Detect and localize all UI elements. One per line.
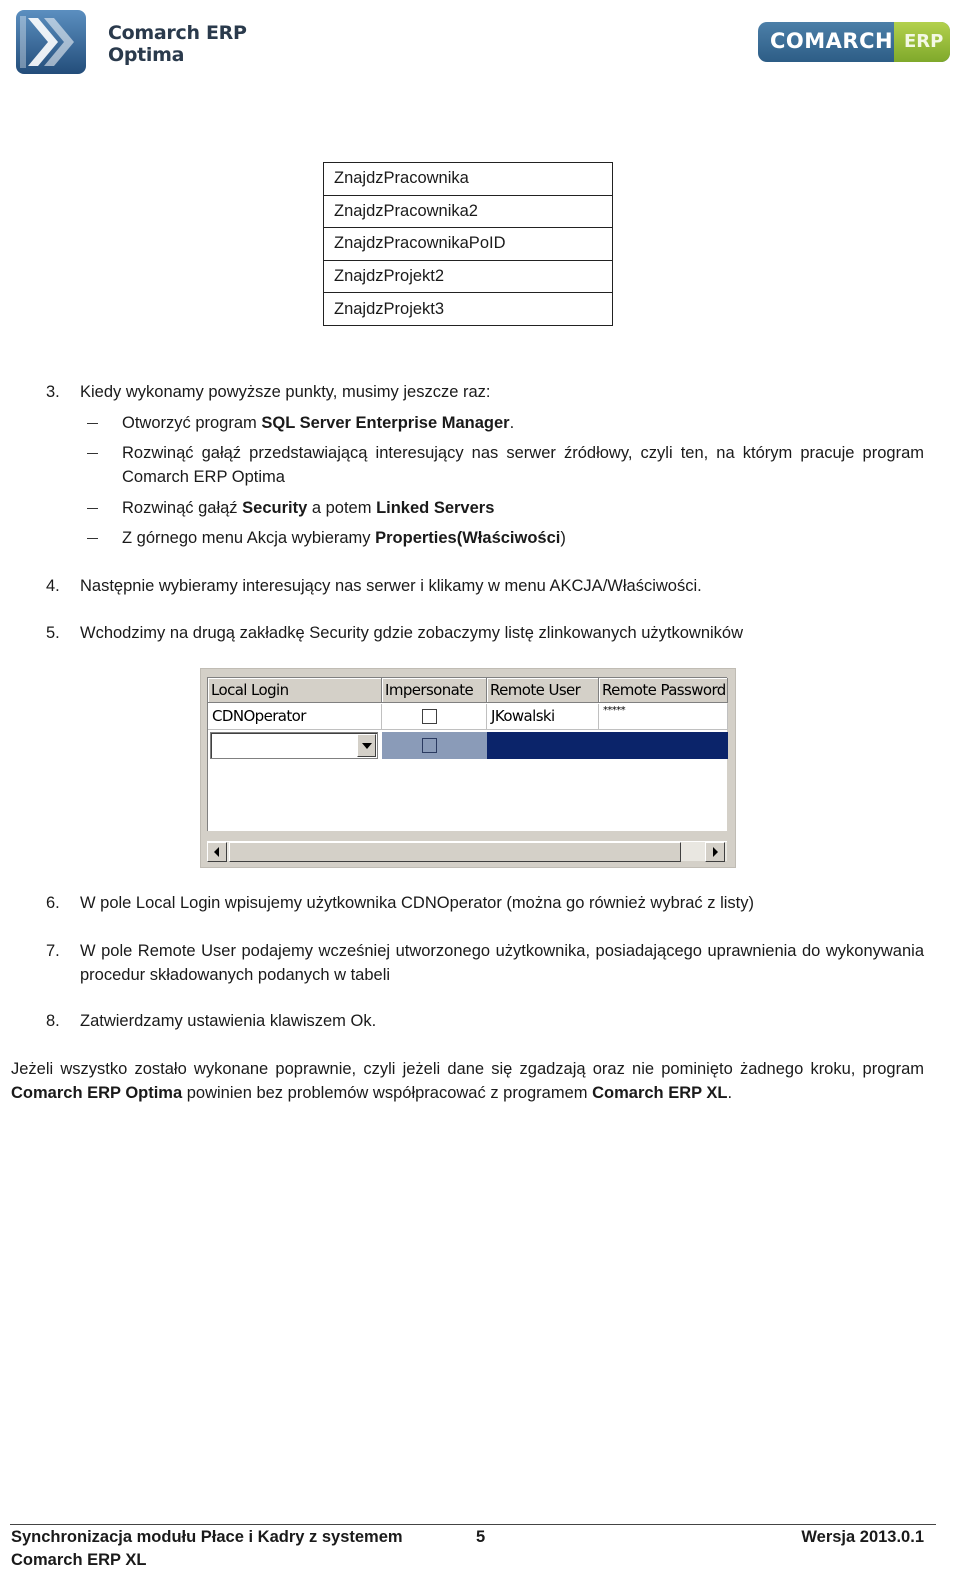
bullet-dash [87,508,98,509]
step-3-intro: Kiedy wykonamy powyższe punkty, musimy jeszcze raz: [80,383,491,401]
step-5-number: 5. [46,624,60,642]
arrow-right-icon [713,847,718,857]
step-8-text: Zatwierdzamy ustawienia klawiszem Ok. [80,1012,377,1030]
column-header-remote-password[interactable]: Remote Password [599,678,728,703]
column-header-impersonate[interactable]: Impersonate [382,678,487,703]
brand-logo-suffix-text: ERP [904,31,944,52]
logo-line-1: Comarch ERP [108,22,247,44]
text-run: . [727,1083,733,1102]
bold-text: Properties(Właściwości [375,529,561,547]
scroll-right-button[interactable] [705,842,725,862]
column-header-remote-user[interactable]: Remote User [487,678,599,703]
step-6-text: W pole Local Login wpisujemy użytkownika CDNOperator (można go również wybrać z listy) [80,894,755,912]
selected-cell-impersonate[interactable] [382,732,487,759]
bold-text: Security [242,499,308,517]
step-6-number: 6. [46,894,60,912]
scrollbar-thumb[interactable] [229,842,681,862]
bullet-dash [87,423,98,424]
column-header-local-login[interactable]: Local Login [208,678,382,703]
scroll-left-button[interactable] [207,842,227,862]
table-cell: ZnajdzProjekt3 [324,293,613,326]
horizontal-scrollbar[interactable] [207,841,727,861]
impersonate-checkbox[interactable] [422,738,437,753]
step-3-number: 3. [46,383,60,401]
conclusion-paragraph [11,1058,924,1105]
procedures-table [323,162,613,326]
footer-title [11,1526,431,1572]
cell-local-login[interactable]: CDNOperator [208,704,382,730]
cell-remote-password[interactable]: ***** [599,704,728,730]
step-8-number: 8. [46,1012,60,1030]
table-row [324,228,613,261]
selected-row-highlight[interactable] [487,732,728,759]
login-mapping-grid [207,677,727,831]
step-5-text: Wchodzimy na drugą zakładkę Security gdzie zobaczymy listę zlinkowanych użytkowników [80,624,744,642]
table-cell: ZnajdzPracownika2 [324,195,613,228]
bullet-dash [87,453,98,454]
cell-impersonate[interactable] [382,704,487,730]
table-row [324,195,613,228]
text-run: a potem [307,499,377,517]
text-run: Rozwinąć gałąź [122,499,243,517]
bold-text: Comarch ERP XL [592,1083,728,1102]
logo-line-2: Optima [108,44,185,66]
footer-title-line-1: Synchronizacja modułu Płace i Kadry z systemem [11,1528,403,1546]
text-run: Jeżeli wszystko zostało wykonane poprawnie, czyli jeżeli dane się zgadzają oraz nie pominięto żadnego kroku, program [11,1060,924,1078]
step-3-bullet-4 [122,527,924,551]
text-run: Z górnego menu Akcja wybieramy [122,529,376,547]
text-run: ) [560,529,566,547]
local-login-dropdown[interactable] [210,732,378,759]
cell-remote-user[interactable]: JKowalski [487,704,599,730]
bold-text: SQL Server Enterprise Manager [261,414,510,432]
brand-logo-main-text: COMARCH [770,29,894,53]
table-cell: ZnajdzPracownika [324,163,613,196]
step-7-number: 7. [46,942,60,960]
step-4-number: 4. [46,577,60,595]
comarch-erp-optima-logo [14,6,254,80]
table-row [324,293,613,326]
step-3-bullet-3 [122,497,924,521]
footer-title-line-2: Comarch ERP XL [11,1551,147,1569]
footer-divider [10,1524,936,1525]
step-7-text: W pole Remote User podajemy wcześniej utworzonego użytkownika, posiadającego uprawnienia do wykonywania procedur składowanych podanych w tabeli [80,942,924,984]
text-run: powinien bez problemów współpracować z programem [182,1083,593,1102]
arrow-left-icon [214,847,219,857]
impersonate-checkbox[interactable] [422,709,437,724]
step-3-bullet-2: Rozwinąć gałąź przedstawiającą interesujący nas serwer źródłowy, czyli ten, na którym pracuje program Comarch ERP Optima [122,444,924,486]
table-row [324,163,613,196]
table-cell: ZnajdzProjekt2 [324,260,613,293]
chevron-down-icon [362,743,372,749]
logo-wordmark [108,22,247,66]
optima-logo-icon [14,6,90,78]
table-row [324,260,613,293]
comarch-erp-brand-logo [758,22,950,62]
table-cell: ZnajdzPracownikaPoID [324,228,613,261]
bold-text: Comarch ERP Optima [11,1083,183,1102]
text-run: Otworzyć program [122,414,262,432]
step-4-text: Następnie wybieramy interesujący nas serwer i klikamy w menu AKCJA/Właściwości. [80,577,702,595]
footer-version: Wersja 2013.0.1 [801,1528,924,1546]
linked-server-security-screenshot [200,668,736,868]
dropdown-button[interactable] [357,734,376,757]
bullet-dash [87,538,98,539]
bold-text: Linked Servers [376,499,495,517]
page-number: 5 [476,1528,486,1546]
step-3-bullet-1 [122,412,924,436]
text-run: . [509,414,515,432]
